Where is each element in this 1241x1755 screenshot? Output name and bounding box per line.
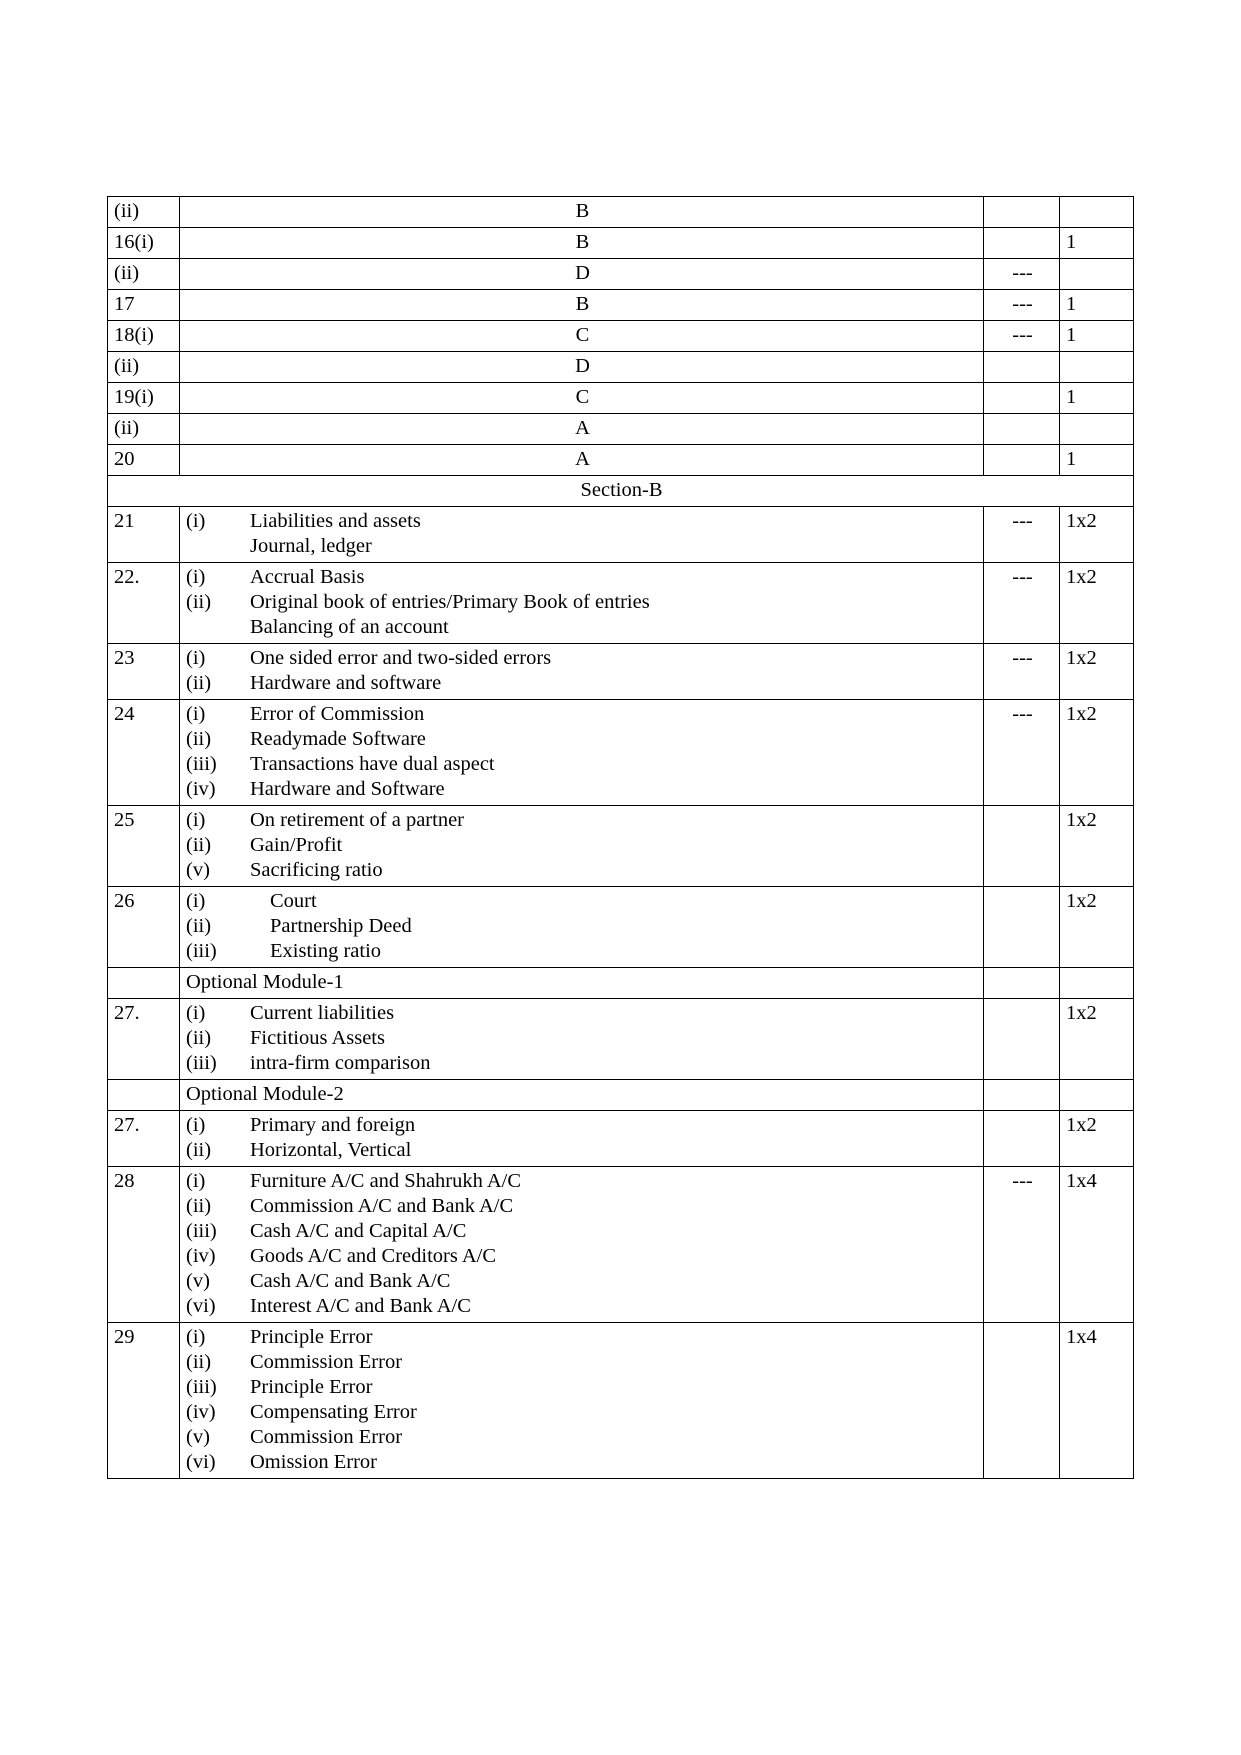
answer-item	[186, 727, 979, 752]
item-roman-numeral: (v)	[186, 1270, 210, 1292]
answer-items-cell	[180, 563, 984, 644]
marks-cell: 1	[1060, 445, 1134, 476]
table-row	[108, 999, 1134, 1080]
answer-item	[186, 646, 979, 671]
answer-item	[186, 1325, 979, 1350]
answer-option: C	[180, 383, 984, 414]
question-number: (ii)	[108, 197, 180, 228]
item-text: Cash A/C and Bank A/C	[250, 1270, 451, 1292]
optional-module-label: Optional Module-1	[180, 968, 984, 999]
answer-item	[186, 939, 979, 964]
answer-item	[186, 808, 979, 833]
item-roman-numeral: (i)	[186, 1170, 206, 1192]
table-row	[108, 259, 1134, 290]
item-text: Goods A/C and Creditors A/C	[250, 1245, 497, 1267]
item-text: Transactions have dual aspect	[250, 753, 495, 775]
question-number	[108, 1080, 180, 1111]
item-roman-numeral: (i)	[186, 703, 206, 725]
answer-item	[186, 752, 979, 777]
question-number: (ii)	[108, 259, 180, 290]
item-roman-numeral: (i)	[186, 890, 206, 912]
answer-option: B	[180, 228, 984, 259]
dash-cell	[984, 1080, 1060, 1111]
answer-item-list	[186, 1325, 979, 1475]
answer-item-list	[186, 1169, 979, 1319]
item-text: Hardware and software	[250, 672, 442, 694]
answer-item	[186, 615, 979, 640]
marks-cell	[1060, 259, 1134, 290]
answer-items-cell	[180, 700, 984, 806]
table-row	[108, 507, 1134, 563]
item-roman-numeral: (vi)	[186, 1451, 216, 1473]
marks-cell: 1	[1060, 321, 1134, 352]
item-roman-numeral: (i)	[186, 647, 206, 669]
item-text: Principle Error	[250, 1376, 373, 1398]
item-text: Readymade Software	[250, 728, 426, 750]
item-text: Current liabilities	[250, 1002, 395, 1024]
question-number: 26	[108, 887, 180, 968]
item-roman-numeral: (ii)	[186, 1027, 212, 1049]
marks-cell: 1x4	[1060, 1323, 1134, 1479]
item-roman-numeral: (ii)	[186, 1351, 212, 1373]
item-text: Commission Error	[250, 1351, 403, 1373]
item-roman-numeral: (ii)	[186, 915, 212, 937]
answer-item	[186, 1400, 979, 1425]
item-text: Primary and foreign	[250, 1114, 416, 1136]
item-roman-numeral: (iii)	[186, 1376, 217, 1398]
marks-cell: 1x2	[1060, 644, 1134, 700]
item-text: Journal, ledger	[250, 535, 372, 557]
answer-item-list	[186, 1001, 979, 1076]
marks-cell: 1	[1060, 228, 1134, 259]
item-text: Balancing of an account	[250, 616, 449, 638]
answer-option: C	[180, 321, 984, 352]
item-text: Principle Error	[250, 1326, 373, 1348]
table-row	[108, 321, 1134, 352]
answer-item	[186, 509, 979, 534]
dash-cell	[984, 383, 1060, 414]
item-roman-numeral: (i)	[186, 1326, 206, 1348]
answer-items-cell	[180, 999, 984, 1080]
question-number: 25	[108, 806, 180, 887]
answer-item	[186, 1113, 979, 1138]
item-roman-numeral: (iii)	[186, 940, 217, 962]
answer-items-cell	[180, 644, 984, 700]
answer-item	[186, 1194, 979, 1219]
answer-item	[186, 1294, 979, 1319]
answer-item	[186, 858, 979, 883]
dash-cell: ---	[984, 321, 1060, 352]
item-roman-numeral: (iii)	[186, 1220, 217, 1242]
dash-cell	[984, 352, 1060, 383]
dash-cell	[984, 999, 1060, 1080]
answer-item	[186, 833, 979, 858]
section-heading: Section-B	[108, 476, 1134, 507]
answer-item	[186, 1138, 979, 1163]
marks-cell: 1x2	[1060, 700, 1134, 806]
marks-cell	[1060, 352, 1134, 383]
marks-cell: 1	[1060, 383, 1134, 414]
item-roman-numeral: (v)	[186, 859, 210, 881]
answer-items-cell	[180, 887, 984, 968]
answer-key-table	[107, 196, 1134, 1479]
item-text: One sided error and two-sided errors	[250, 647, 552, 669]
question-number: 24	[108, 700, 180, 806]
question-number: 20	[108, 445, 180, 476]
item-roman-numeral: (ii)	[186, 834, 212, 856]
optional-module-label: Optional Module-2	[180, 1080, 984, 1111]
answer-item-list	[186, 808, 979, 883]
question-number: 16(i)	[108, 228, 180, 259]
question-number: 17	[108, 290, 180, 321]
table-row	[108, 563, 1134, 644]
dash-cell	[984, 197, 1060, 228]
item-text: Commission Error	[250, 1426, 403, 1448]
table-row	[108, 968, 1134, 999]
question-number: 27.	[108, 1111, 180, 1167]
item-text: Horizontal, Vertical	[250, 1139, 412, 1161]
dash-cell	[984, 228, 1060, 259]
item-text: Liabilities and assets	[250, 510, 421, 532]
answer-option: A	[180, 445, 984, 476]
item-text: Accrual Basis	[250, 566, 365, 588]
table-row	[108, 383, 1134, 414]
answer-items-cell	[180, 806, 984, 887]
item-text: Error of Commission	[250, 703, 425, 725]
answer-items-cell	[180, 1167, 984, 1323]
answer-item	[186, 1051, 979, 1076]
marks-cell	[1060, 197, 1134, 228]
item-roman-numeral: (iv)	[186, 1401, 216, 1423]
item-roman-numeral: (ii)	[186, 1139, 212, 1161]
table-row	[108, 476, 1134, 507]
dash-cell: ---	[984, 700, 1060, 806]
item-roman-numeral: (vi)	[186, 1295, 216, 1317]
answer-item	[186, 1026, 979, 1051]
dash-cell	[984, 968, 1060, 999]
answer-item	[186, 1269, 979, 1294]
answer-item-list	[186, 702, 979, 802]
marks-cell: 1x2	[1060, 507, 1134, 563]
answer-item-list	[186, 646, 979, 696]
marks-cell: 1x2	[1060, 887, 1134, 968]
item-text: Omission Error	[250, 1451, 377, 1473]
item-roman-numeral: (i)	[186, 566, 206, 588]
question-number: 21	[108, 507, 180, 563]
table-row	[108, 1167, 1134, 1323]
answer-item	[186, 1350, 979, 1375]
table-row	[108, 1080, 1134, 1111]
answer-item	[186, 1375, 979, 1400]
item-text: Hardware and Software	[250, 778, 445, 800]
marks-cell	[1060, 414, 1134, 445]
answer-item	[186, 777, 979, 802]
question-number: 27.	[108, 999, 180, 1080]
item-roman-numeral: (ii)	[186, 1195, 212, 1217]
item-text: Court	[270, 890, 317, 912]
item-roman-numeral: (ii)	[186, 672, 212, 694]
answer-item	[186, 534, 979, 559]
answer-option: B	[180, 290, 984, 321]
item-text: Furniture A/C and Shahrukh A/C	[250, 1170, 522, 1192]
answer-option: D	[180, 352, 984, 383]
answer-option: B	[180, 197, 984, 228]
item-text: Cash A/C and Capital A/C	[250, 1220, 467, 1242]
table-row	[108, 700, 1134, 806]
answer-item-list	[186, 889, 979, 964]
answer-option: A	[180, 414, 984, 445]
item-roman-numeral: (ii)	[186, 591, 212, 613]
dash-cell: ---	[984, 259, 1060, 290]
item-text: intra-firm comparison	[250, 1052, 431, 1074]
item-text: Partnership Deed	[270, 915, 412, 937]
dash-cell: ---	[984, 507, 1060, 563]
answer-item-list	[186, 565, 979, 640]
marks-cell: 1x4	[1060, 1167, 1134, 1323]
item-roman-numeral: (i)	[186, 1002, 206, 1024]
item-roman-numeral: (iii)	[186, 753, 217, 775]
dash-cell: ---	[984, 290, 1060, 321]
table-row	[108, 197, 1134, 228]
item-text: Original book of entries/Primary Book of entries	[250, 591, 650, 613]
table-row	[108, 445, 1134, 476]
table-row	[108, 887, 1134, 968]
dash-cell	[984, 445, 1060, 476]
answer-item	[186, 702, 979, 727]
question-number: 28	[108, 1167, 180, 1323]
question-number	[108, 968, 180, 999]
dash-cell: ---	[984, 563, 1060, 644]
marks-cell: 1x2	[1060, 806, 1134, 887]
item-text: Gain/Profit	[250, 834, 343, 856]
item-roman-numeral: (i)	[186, 809, 206, 831]
table-row	[108, 290, 1134, 321]
marks-cell	[1060, 968, 1134, 999]
dash-cell: ---	[984, 644, 1060, 700]
dash-cell	[984, 1111, 1060, 1167]
answer-item	[186, 1425, 979, 1450]
question-number: 22.	[108, 563, 180, 644]
question-number: (ii)	[108, 414, 180, 445]
item-text: Compensating Error	[250, 1401, 417, 1423]
answer-item	[186, 671, 979, 696]
table-row	[108, 352, 1134, 383]
answer-item	[186, 1001, 979, 1026]
table-row	[108, 414, 1134, 445]
item-roman-numeral: (iv)	[186, 778, 216, 800]
answer-key-body	[108, 197, 1134, 1479]
answer-option: D	[180, 259, 984, 290]
dash-cell: ---	[984, 1167, 1060, 1323]
item-roman-numeral: (i)	[186, 1114, 206, 1136]
answer-item	[186, 1169, 979, 1194]
item-text: On retirement of a partner	[250, 809, 465, 831]
item-roman-numeral: (iii)	[186, 1052, 217, 1074]
table-row	[108, 1323, 1134, 1479]
item-roman-numeral: (i)	[186, 510, 206, 532]
answer-items-cell	[180, 1111, 984, 1167]
marks-cell: 1x2	[1060, 999, 1134, 1080]
question-number: 29	[108, 1323, 180, 1479]
answer-item	[186, 1450, 979, 1475]
answer-items-cell	[180, 507, 984, 563]
marks-cell: 1x2	[1060, 563, 1134, 644]
question-number: 23	[108, 644, 180, 700]
dash-cell	[984, 806, 1060, 887]
item-roman-numeral: (v)	[186, 1426, 210, 1448]
item-text: Existing ratio	[270, 940, 382, 962]
answer-items-cell	[180, 1323, 984, 1479]
answer-item	[186, 565, 979, 590]
marks-cell	[1060, 1080, 1134, 1111]
table-row	[108, 1111, 1134, 1167]
answer-item	[186, 1219, 979, 1244]
marks-cell: 1x2	[1060, 1111, 1134, 1167]
answer-item	[186, 590, 979, 615]
answer-item	[186, 914, 979, 939]
answer-item	[186, 1244, 979, 1269]
marks-cell: 1	[1060, 290, 1134, 321]
question-number: (ii)	[108, 352, 180, 383]
dash-cell	[984, 887, 1060, 968]
item-text: Interest A/C and Bank A/C	[250, 1295, 471, 1317]
item-roman-numeral: (ii)	[186, 728, 212, 750]
item-text: Fictitious Assets	[250, 1027, 385, 1049]
item-text: Commission A/C and Bank A/C	[250, 1195, 514, 1217]
question-number: 18(i)	[108, 321, 180, 352]
dash-cell	[984, 1323, 1060, 1479]
table-row	[108, 806, 1134, 887]
item-text: Sacrificing ratio	[250, 859, 383, 881]
answer-item	[186, 889, 979, 914]
table-row	[108, 228, 1134, 259]
answer-item-list	[186, 509, 979, 559]
item-roman-numeral: (iv)	[186, 1245, 216, 1267]
dash-cell	[984, 414, 1060, 445]
answer-item-list	[186, 1113, 979, 1163]
table-row	[108, 644, 1134, 700]
question-number: 19(i)	[108, 383, 180, 414]
